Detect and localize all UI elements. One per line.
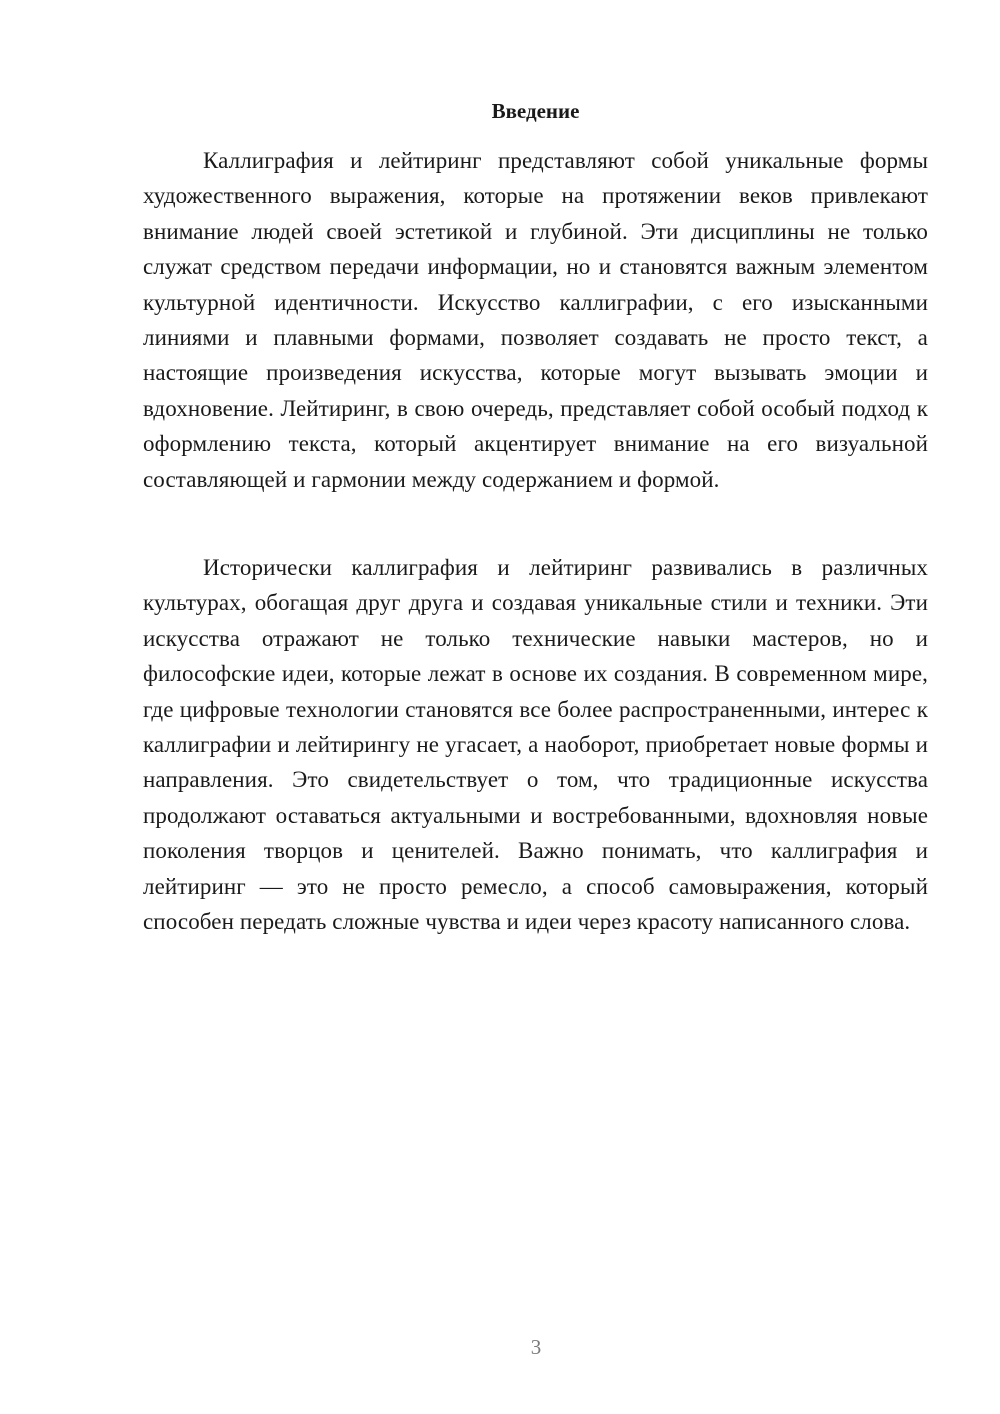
- paragraph-1: Каллиграфия и лейтиринг представляют собой уникальные формы художественного выражения, которые на протяжении веков привлекают внимание людей своей эстетикой и глубиной. Эти дисциплины не только служат средством передачи информации, но и становятся важным элементом культурной идентичности. Искусство каллиграфии, с его изысканными линиями и плавными формами, позволяет создавать не просто текст, а настоящие произведения искусства, которые могут вызывать эмоции и вдохновение. Лейтиринг, в свою очередь, представляет собой особый подход к оформлению текста, который акцентирует внимание на его визуальной составляющей и гармонии между содержанием и формой.: [143, 148, 928, 492]
- section-title: Введение: [491, 99, 580, 123]
- paragraph-2: Исторически каллиграфия и лейтиринг развивались в различных культурах, обогащая друг друга и создавая уникальные стили и техники. Эти искусства отражают не только технические навыки мастеров, но и философские идеи, которые лежат в основе их создания. В современном мире, где цифровые технологии становятся все более распространенными, интерес к каллиграфии и лейтирингу не угасает, а наоборот, приобретает новые формы и направления. Это свидетельствует о том, что традиционные искусства продолжают оставаться актуальными и востребованными, вдохновляя новые поколения творцов и ценителей. Важно понимать, что каллиграфия и лейтиринг — это не просто ремесло, а способ самовыражения, который способен передать сложные чувства и идеи через красоту написанного слова.: [143, 555, 928, 935]
- page-number: 3: [530, 1335, 542, 1359]
